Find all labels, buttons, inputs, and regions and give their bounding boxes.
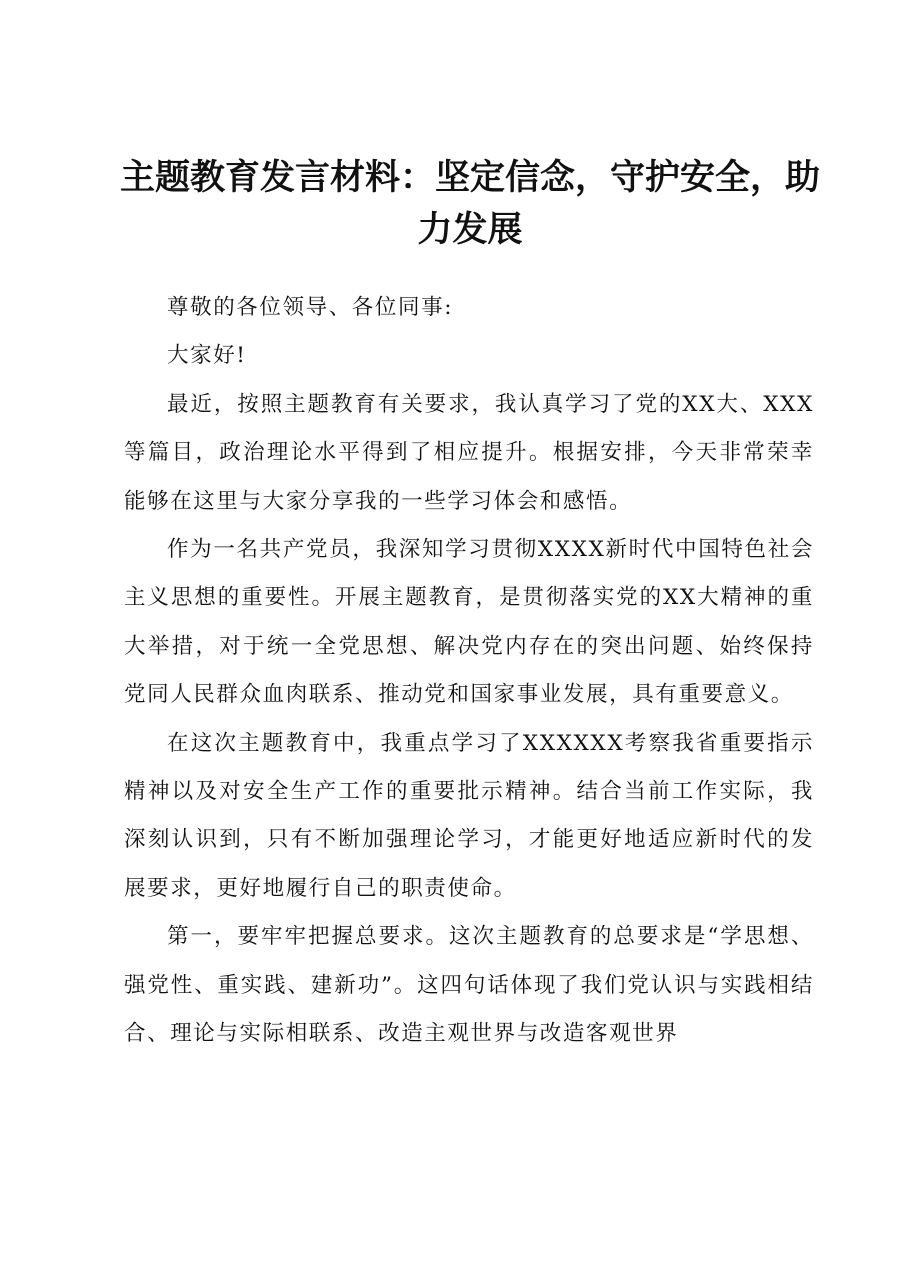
greeting: 大家好! (167, 343, 247, 369)
paragraph: 在这次主题教育中，我重点学习了XXXXXX考察我省重要指示精神以及对安全生产工作的重要批示精神。结合当前工作实际，我深刻认识到，只有不断加强理论学习，才能更好地适应新时代的发展要求，更好地履行自己的职责使命。 (124, 730, 814, 901)
salutation: 尊敬的各位领导、各位同事: (167, 295, 454, 320)
document-body (124, 284, 814, 1059)
paragraph: 最近，按照主题教育有关要求，我认真学习了党的XX大、XXX等篇目，政治理论水平得到了相应提升。根据安排，今天非常荣幸能够在这里与大家分享我的一些学习体会和感悟。 (124, 391, 814, 514)
paragraph: 作为一名共产党员，我深知学习贯彻XXXX新时代中国特色社会主义思想的重要性。开展主题教育，是贯彻落实党的XX大精神的重大举措，对于统一全党思想、解决党内存在的突出问题、始终保持党同人民群众血肉联系、推动党和国家事业发展，具有重要意义。 (124, 537, 814, 708)
document-title: 主题教育发言材料：坚定信念，守护安全，助力发展 (119, 157, 820, 250)
paragraph: 第一，要牢牢把握总要求。这次主题教育的总要求是“学思想、强党性、重实践、建新功”。这四句话体现了我们党认识与实践相结合、理论与实际相联系、改造主观世界与改造客观世界 (124, 924, 814, 1047)
